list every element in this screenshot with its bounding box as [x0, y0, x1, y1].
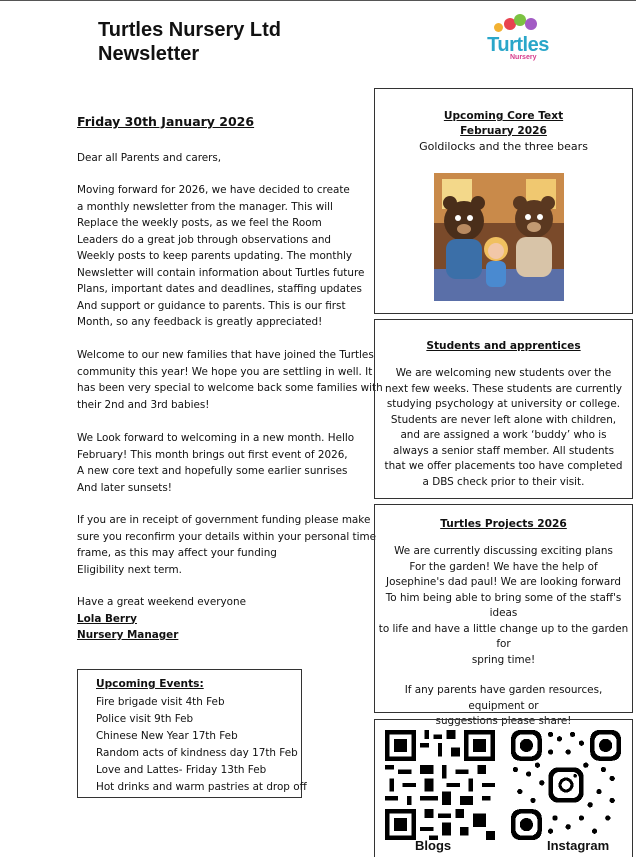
text-line: spring time! — [471, 653, 536, 666]
text-line: To him being able to bring some of the staff's ideas — [385, 591, 622, 619]
text-line: And later sunsets! — [77, 481, 172, 494]
list-item: Love and Lattes- Friday 13th Feb — [96, 764, 267, 776]
logo-subword: Nursery — [510, 54, 537, 61]
list-item: Hot drinks and warm pastries at drop off — [96, 781, 307, 793]
text-line: We are welcoming new students over the — [395, 367, 612, 379]
letter-date: Friday 30th January 2026 — [77, 114, 255, 129]
text-line: Moving forward for 2026, we have decided to create — [77, 184, 350, 196]
upcoming-events-box — [77, 669, 307, 798]
top-rule — [0, 0, 636, 1]
text-line: Students are never left alone with children, — [390, 413, 617, 426]
qr-codes-box — [374, 719, 633, 857]
text-line: their 2nd and 3rd babies! — [77, 398, 210, 411]
core-text-book: Goldilocks and the three bears — [419, 140, 588, 153]
text-line: a DBS check prior to their visit. — [422, 475, 585, 488]
text-line: Replace the weekly posts, as we feel the Room — [77, 217, 322, 229]
text-line: has been very special to welcome back some families with — [77, 382, 383, 394]
text-line: A new core text and hopefully some earlier sunrises — [77, 465, 348, 477]
projects-heading: Turtles Projects 2026 — [440, 518, 567, 530]
projects-box — [374, 504, 633, 727]
text-line: to life and have a little change up to the garden for — [378, 622, 629, 650]
text-line: sure you reconfirm your details within your personal time — [77, 530, 377, 543]
text-line: suggestions please share! — [435, 715, 572, 727]
text-line: If any parents have garden resources, equipment or — [404, 684, 603, 712]
students-heading: Students and apprentices — [426, 340, 581, 352]
turtles-logo — [482, 14, 554, 64]
paragraph-funding — [77, 512, 377, 578]
text-line: Plans, important dates and deadlines, staffing updates — [77, 283, 362, 295]
events-list — [96, 694, 307, 796]
blogs-qr-code[interactable] — [385, 730, 495, 840]
text-line: Josephine's dad paul! We are looking forward — [386, 576, 621, 588]
list-item: Fire brigade visit 4th Feb — [96, 696, 225, 708]
text-line: For the garden! We have the help of — [409, 560, 598, 573]
text-line: Weekly posts to keep parents updating. The monthly — [77, 250, 353, 262]
instagram-label: Instagram — [547, 838, 610, 853]
signature-name: Lola Berry — [77, 612, 137, 625]
signature-role: Nursery Manager — [77, 629, 179, 641]
text-line: Newsletter will contain information about Turtles future — [77, 266, 365, 279]
list-item: Chinese New Year 17th Feb — [96, 730, 238, 742]
paragraph-february — [77, 430, 367, 496]
closing-text: Have a great weekend everyone — [77, 596, 246, 608]
text-line: We Look forward to welcoming in a new month. Hello — [77, 432, 355, 444]
logo-dot-purple — [525, 18, 537, 30]
greeting-text: Dear all Parents and carers, — [77, 152, 222, 164]
paragraph-welcome — [77, 347, 383, 413]
text-line: that we offer placements too have completed — [384, 460, 623, 472]
newsletter-title — [98, 18, 281, 66]
text-line: studying psychology at university or college. — [386, 398, 621, 410]
text-line: February! This month brings out first event of 2026, — [77, 448, 348, 461]
text-line: Leaders do a great job through observations and — [77, 233, 332, 246]
list-item: Police visit 9th Feb — [96, 713, 194, 725]
three-bears-illustration — [434, 173, 564, 301]
text-line: next few weeks. These students are currently — [385, 382, 622, 395]
logo-dot-orange — [494, 23, 503, 32]
paragraph-intro — [77, 182, 367, 331]
core-text-month: February 2026 — [460, 125, 547, 137]
students-box — [374, 319, 633, 499]
text-line: always a senior staff member. All students — [392, 444, 615, 457]
text-line: a monthly newsletter from the manager. This will — [77, 200, 333, 213]
blogs-label: Blogs — [415, 838, 452, 853]
title-line-1: Turtles Nursery Ltd — [98, 19, 281, 41]
text-line: We are currently discussing exciting plans — [394, 545, 613, 557]
text-line: frame, as this may affect your funding — [77, 547, 277, 559]
core-text-heading: Upcoming Core Text — [443, 110, 564, 122]
text-line: Welcome to our new families that have joined the Turtles — [77, 349, 374, 361]
instagram-qr-code[interactable] — [511, 730, 621, 840]
text-line: Month, so any feedback is greatly appreciated! — [77, 316, 323, 328]
signoff — [77, 594, 367, 644]
text-line: community this year! We hope you are settling in well. It — [77, 365, 373, 378]
text-line: and are assigned a work ‘buddy’ who is — [400, 429, 607, 441]
list-item: Random acts of kindness day 17th Feb — [96, 747, 298, 759]
text-line: Eligibility next term. — [77, 563, 182, 576]
events-heading: Upcoming Events: — [96, 678, 204, 690]
text-line: If you are in receipt of government funding please make — [77, 514, 371, 526]
text-line: And support or guidance to parents. This is our first — [77, 299, 346, 312]
core-text-box — [374, 88, 633, 314]
title-line-2: Newsletter — [98, 43, 200, 65]
logo-word: Turtles — [487, 34, 549, 56]
greeting — [77, 150, 367, 167]
